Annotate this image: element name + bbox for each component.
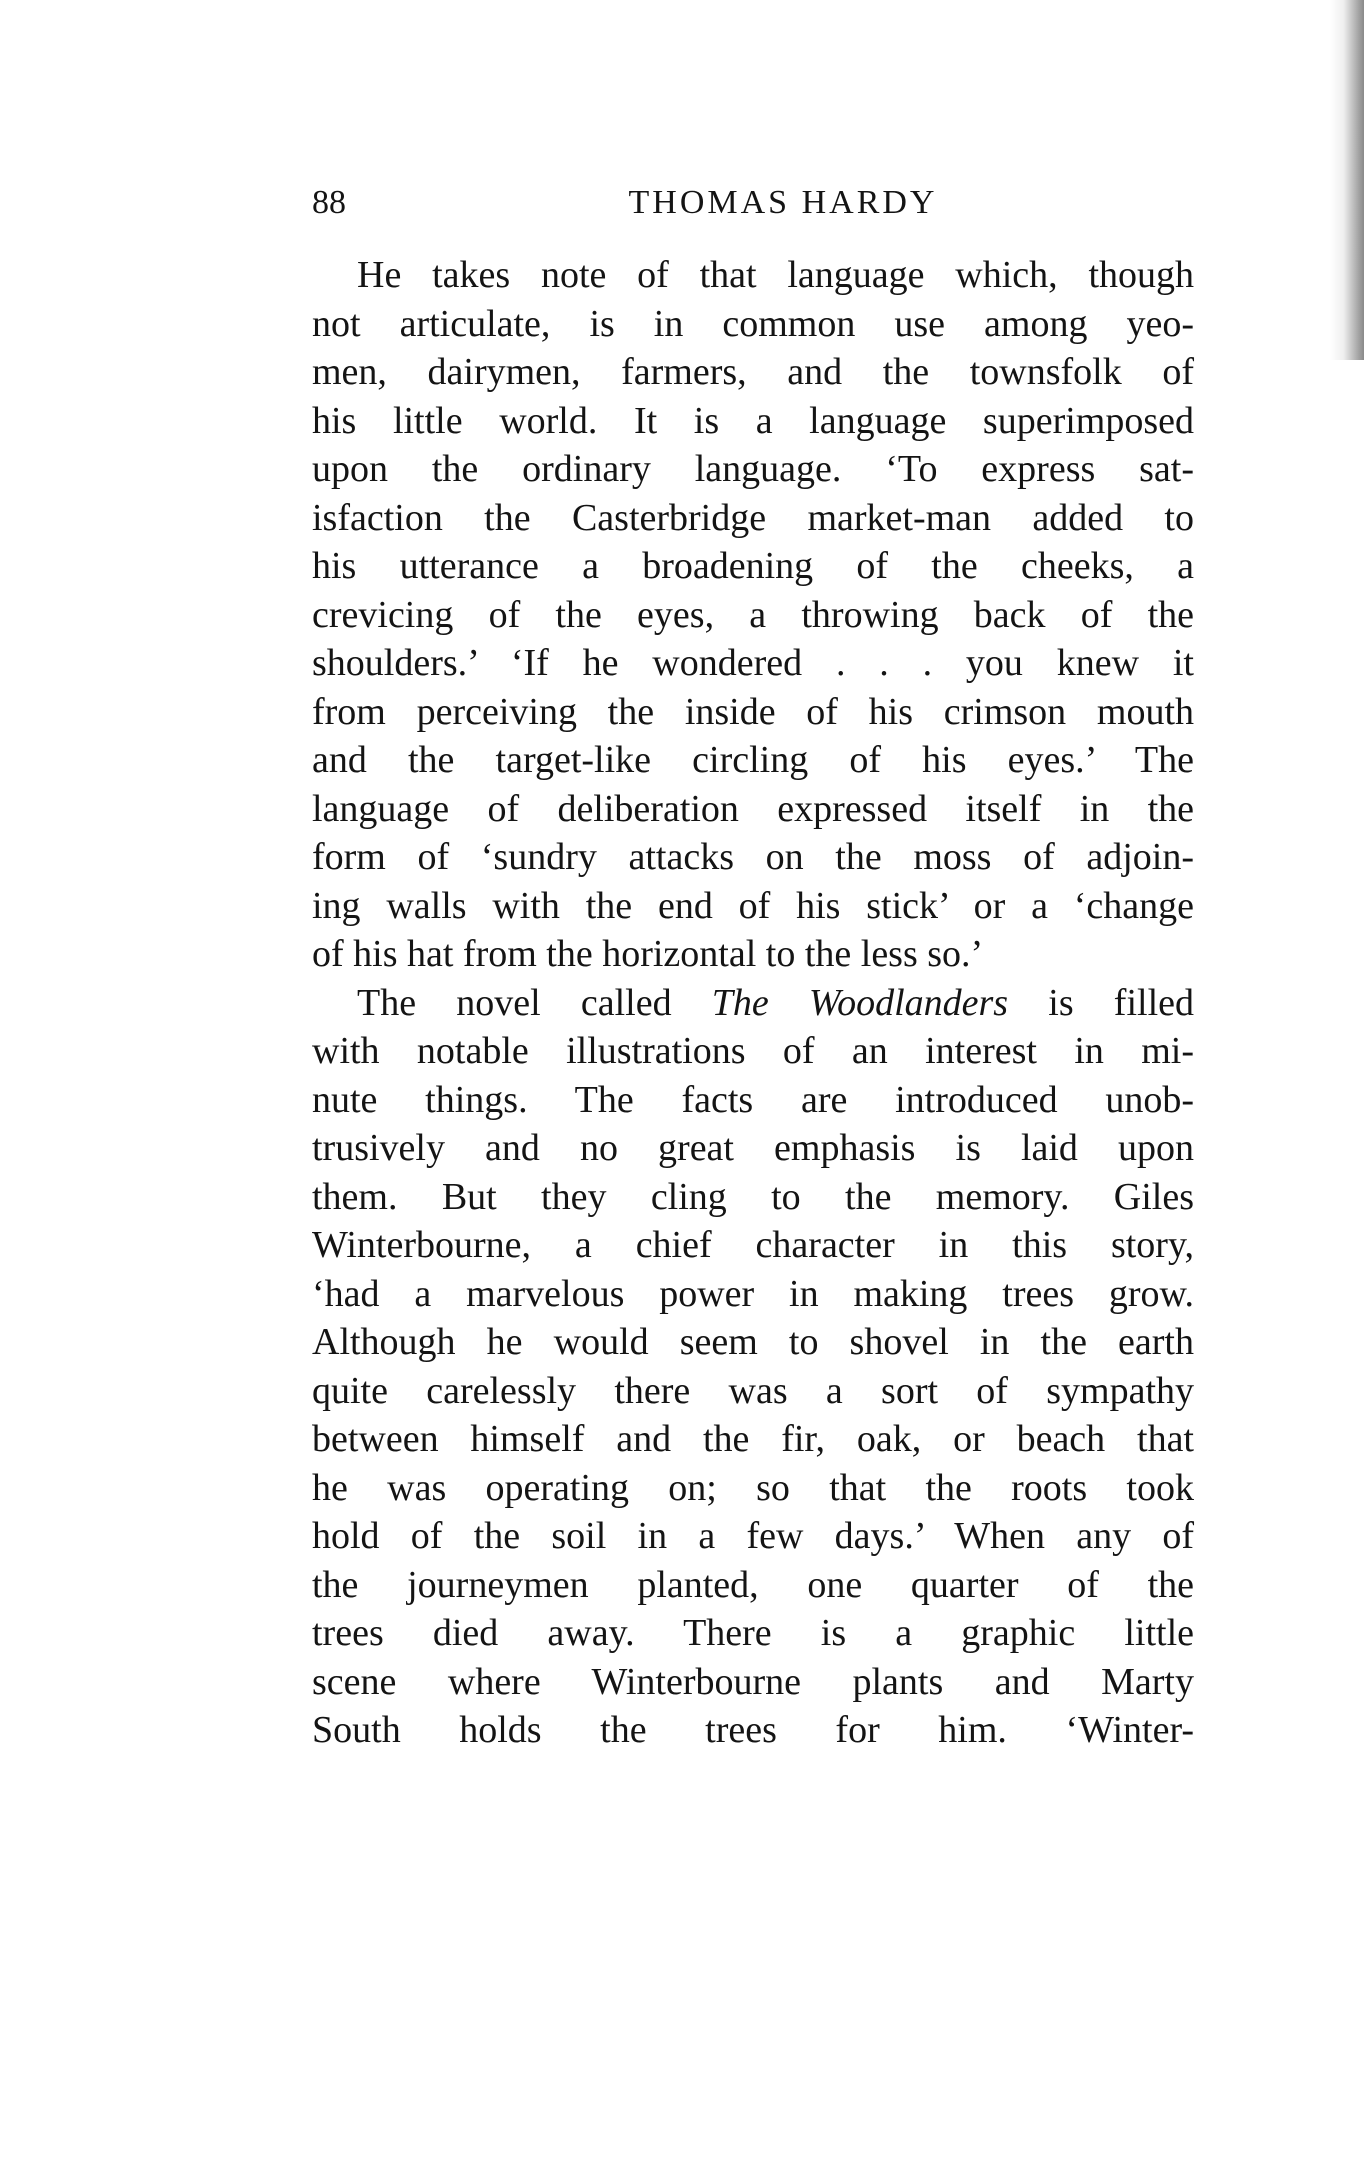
text-line: language of deliberation expressed itself in the	[312, 787, 1194, 830]
body-text	[312, 251, 1194, 1755]
text-line: his utterance a broadening of the cheeks, a	[312, 545, 1194, 587]
text-line: ing walls with the end of his stick’ or a ‘change	[312, 884, 1194, 927]
text-line: them. But they cling to the memory. Giles	[312, 1175, 1194, 1218]
text-line: nute things. The facts are introduced unob-	[312, 1078, 1194, 1121]
text-line: ‘had a marvelous power in making trees grow.	[312, 1272, 1194, 1315]
text-line: upon the ordinary language. ‘To express sat-	[312, 448, 1194, 490]
text-run: is filled	[1008, 981, 1194, 1024]
running-title: THOMAS HARDY	[628, 184, 938, 221]
text-line: trusively and no great emphasis is laid upon	[312, 1127, 1194, 1169]
page-edge-shadow	[1330, 0, 1364, 360]
text-line: South holds the trees for him. ‘Winter-	[312, 1709, 1194, 1751]
text-line: scene where Winterbourne plants and Marty	[312, 1660, 1194, 1703]
text-line: not articulate, is in common use among yeo-	[312, 302, 1194, 345]
text-run: The novel called	[357, 981, 712, 1024]
text-line: the journeymen planted, one quarter of the	[312, 1563, 1194, 1606]
running-head	[312, 178, 1194, 228]
text-line: Winterbourne, a chief character in this story,	[312, 1224, 1194, 1266]
text-line: He takes note of that language which, though	[357, 254, 1194, 296]
text-line: of his hat from the horizontal to the less so.’	[312, 933, 984, 975]
text-line: isfaction the Casterbridge market-man added to	[312, 496, 1194, 539]
text-line: trees died away. There is a graphic little	[312, 1612, 1194, 1654]
text-line: with notable illustrations of an interest in mi-	[312, 1030, 1194, 1072]
text-line: and the target-like circling of his eyes.’ The	[312, 739, 1194, 781]
book-title-italic: The Woodlanders	[711, 981, 1009, 1024]
text-line: he was operating on; so that the roots took	[312, 1466, 1194, 1509]
text-line: men, dairymen, farmers, and the townsfolk of	[312, 351, 1194, 393]
text-line: his little world. It is a language superimposed	[312, 399, 1194, 442]
text-line: from perceiving the inside of his crimson mouth	[312, 690, 1194, 733]
text-line: crevicing of the eyes, a throwing back of the	[312, 593, 1194, 636]
text-line	[312, 979, 1194, 1028]
text-line: Although he would seem to shovel in the earth	[312, 1321, 1194, 1363]
text-line: between himself and the fir, oak, or beach that	[312, 1418, 1194, 1460]
text-line: hold of the soil in a few days.’ When any of	[312, 1515, 1194, 1557]
text-line: quite carelessly there was a sort of sympathy	[312, 1369, 1194, 1412]
text-line: form of ‘sundry attacks on the moss of adjoin-	[312, 836, 1194, 878]
text-line: shoulders.’ ‘If he wondered . . . you knew it	[312, 642, 1194, 684]
page-number: 88	[312, 184, 346, 221]
